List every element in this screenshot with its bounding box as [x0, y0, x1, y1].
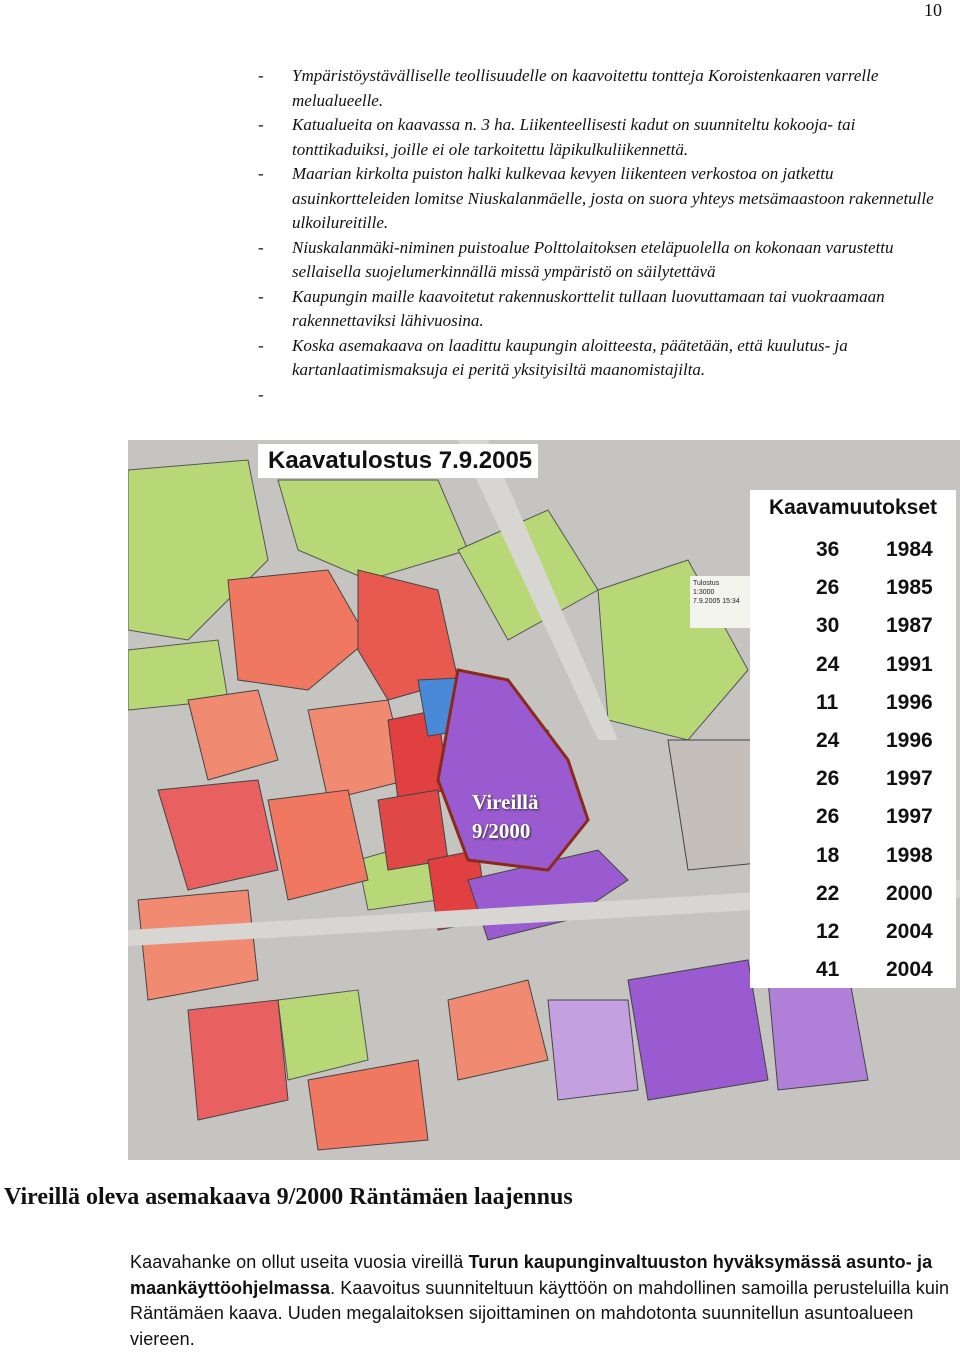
plan-changes-table — [750, 490, 956, 988]
map-title: Kaavatulostus 7.9.2005 — [258, 444, 538, 478]
table-row: 30 1987 — [816, 614, 933, 638]
bullet-item: - Koska asemakaava on laadittu kaupungin aloitteesta, päätetään, että kuulutus- ja kartanlaatimismaksuja ei peritä yksityisiltä maanomistajilta. — [258, 335, 848, 379]
table-row: 26 1997 — [816, 805, 933, 829]
table-row: 24 1991 — [816, 652, 933, 676]
table-row: 24 1996 — [816, 728, 933, 752]
purple-block — [548, 1000, 638, 1100]
page-number: 10 — [924, 0, 942, 20]
table-row: 22 2000 — [816, 881, 933, 905]
residential-block — [188, 1000, 288, 1120]
section-heading: Vireillä oleva asemakaava 9/2000 Räntämäen laajennus — [4, 1184, 573, 1210]
bullet-item: - Katualueita on kaavassa n. 3 ha. Liikenteellisesti kadut on suunniteltu kokooja- tai tonttikaduiksi, joille ei ole tarkoitettu läpikulkuliikennettä. — [258, 115, 856, 159]
table-row: 36 1984 — [816, 538, 933, 561]
plan-changes-rows — [764, 538, 954, 996]
table-row: 26 1997 — [816, 767, 933, 791]
bold-reference: Turun kaupunginvaltuuston hyväksymässä asunto- ja maankäyttöohjelmassa — [130, 1252, 933, 1298]
table-row: 41 2004 — [816, 958, 933, 982]
bullet-item-empty: - — [258, 384, 264, 404]
body-paragraph: Kaavahanke on ollut useita vuosia vireillä Turun kaupunginvaltuuston hyväksymässä asunto- ja maankäyttöohjelmassa. Kaavoitus suunniteltuun käyttöön on mahdollinen samoilla perusteluilla kuin Räntämäen kaava. Uuden megalaitoksen sijoittaminen on mahdotonta suunnitellun asuntoalueen viereen. — [130, 1252, 950, 1349]
bullet-list — [258, 64, 948, 409]
table-row: 18 1998 — [816, 843, 933, 867]
bullet-item: - Ympäristöystävälliselle teollisuudelle on kaavoitettu tontteja Koroistenkaaren varrelle melualueelle. — [258, 66, 879, 110]
table-row: 12 2004 — [816, 919, 933, 943]
bullet-item: - Kaupungin maille kaavoitetut rakennuskorttelit tullaan luovuttamaan tai vuokraamaan rakennettaviksi lähivuosina. — [258, 286, 885, 330]
table-row: 11 1996 — [816, 690, 933, 714]
bullet-item: - Niuskalanmäki-niminen puistoalue Polttolaitoksen eteläpuolella on kokonaan varustettu sellaisella suojelumerkinnällä missä ympäristö on säilytettävä — [258, 237, 894, 281]
vireilla-label: Vireillä 9/2000 — [472, 790, 539, 843]
table-row: 26 1985 — [816, 576, 933, 600]
print-slip: Tulostus 1:3000 7.9.2005 15:34 — [690, 576, 760, 628]
plan-changes-title: Kaavamuutokset — [768, 496, 938, 519]
residential-block — [138, 890, 258, 1000]
purple-block — [628, 960, 768, 1100]
bullet-item: - Maarian kirkolta puiston halki kulkevaa kevyen liikenteen verkostoa on jatkettu asuinkortteleiden lomitse Niuskalanmäelle, josta on suora yhteys metsämaastoon rakennetulle ulkoilureitille. — [258, 164, 934, 232]
